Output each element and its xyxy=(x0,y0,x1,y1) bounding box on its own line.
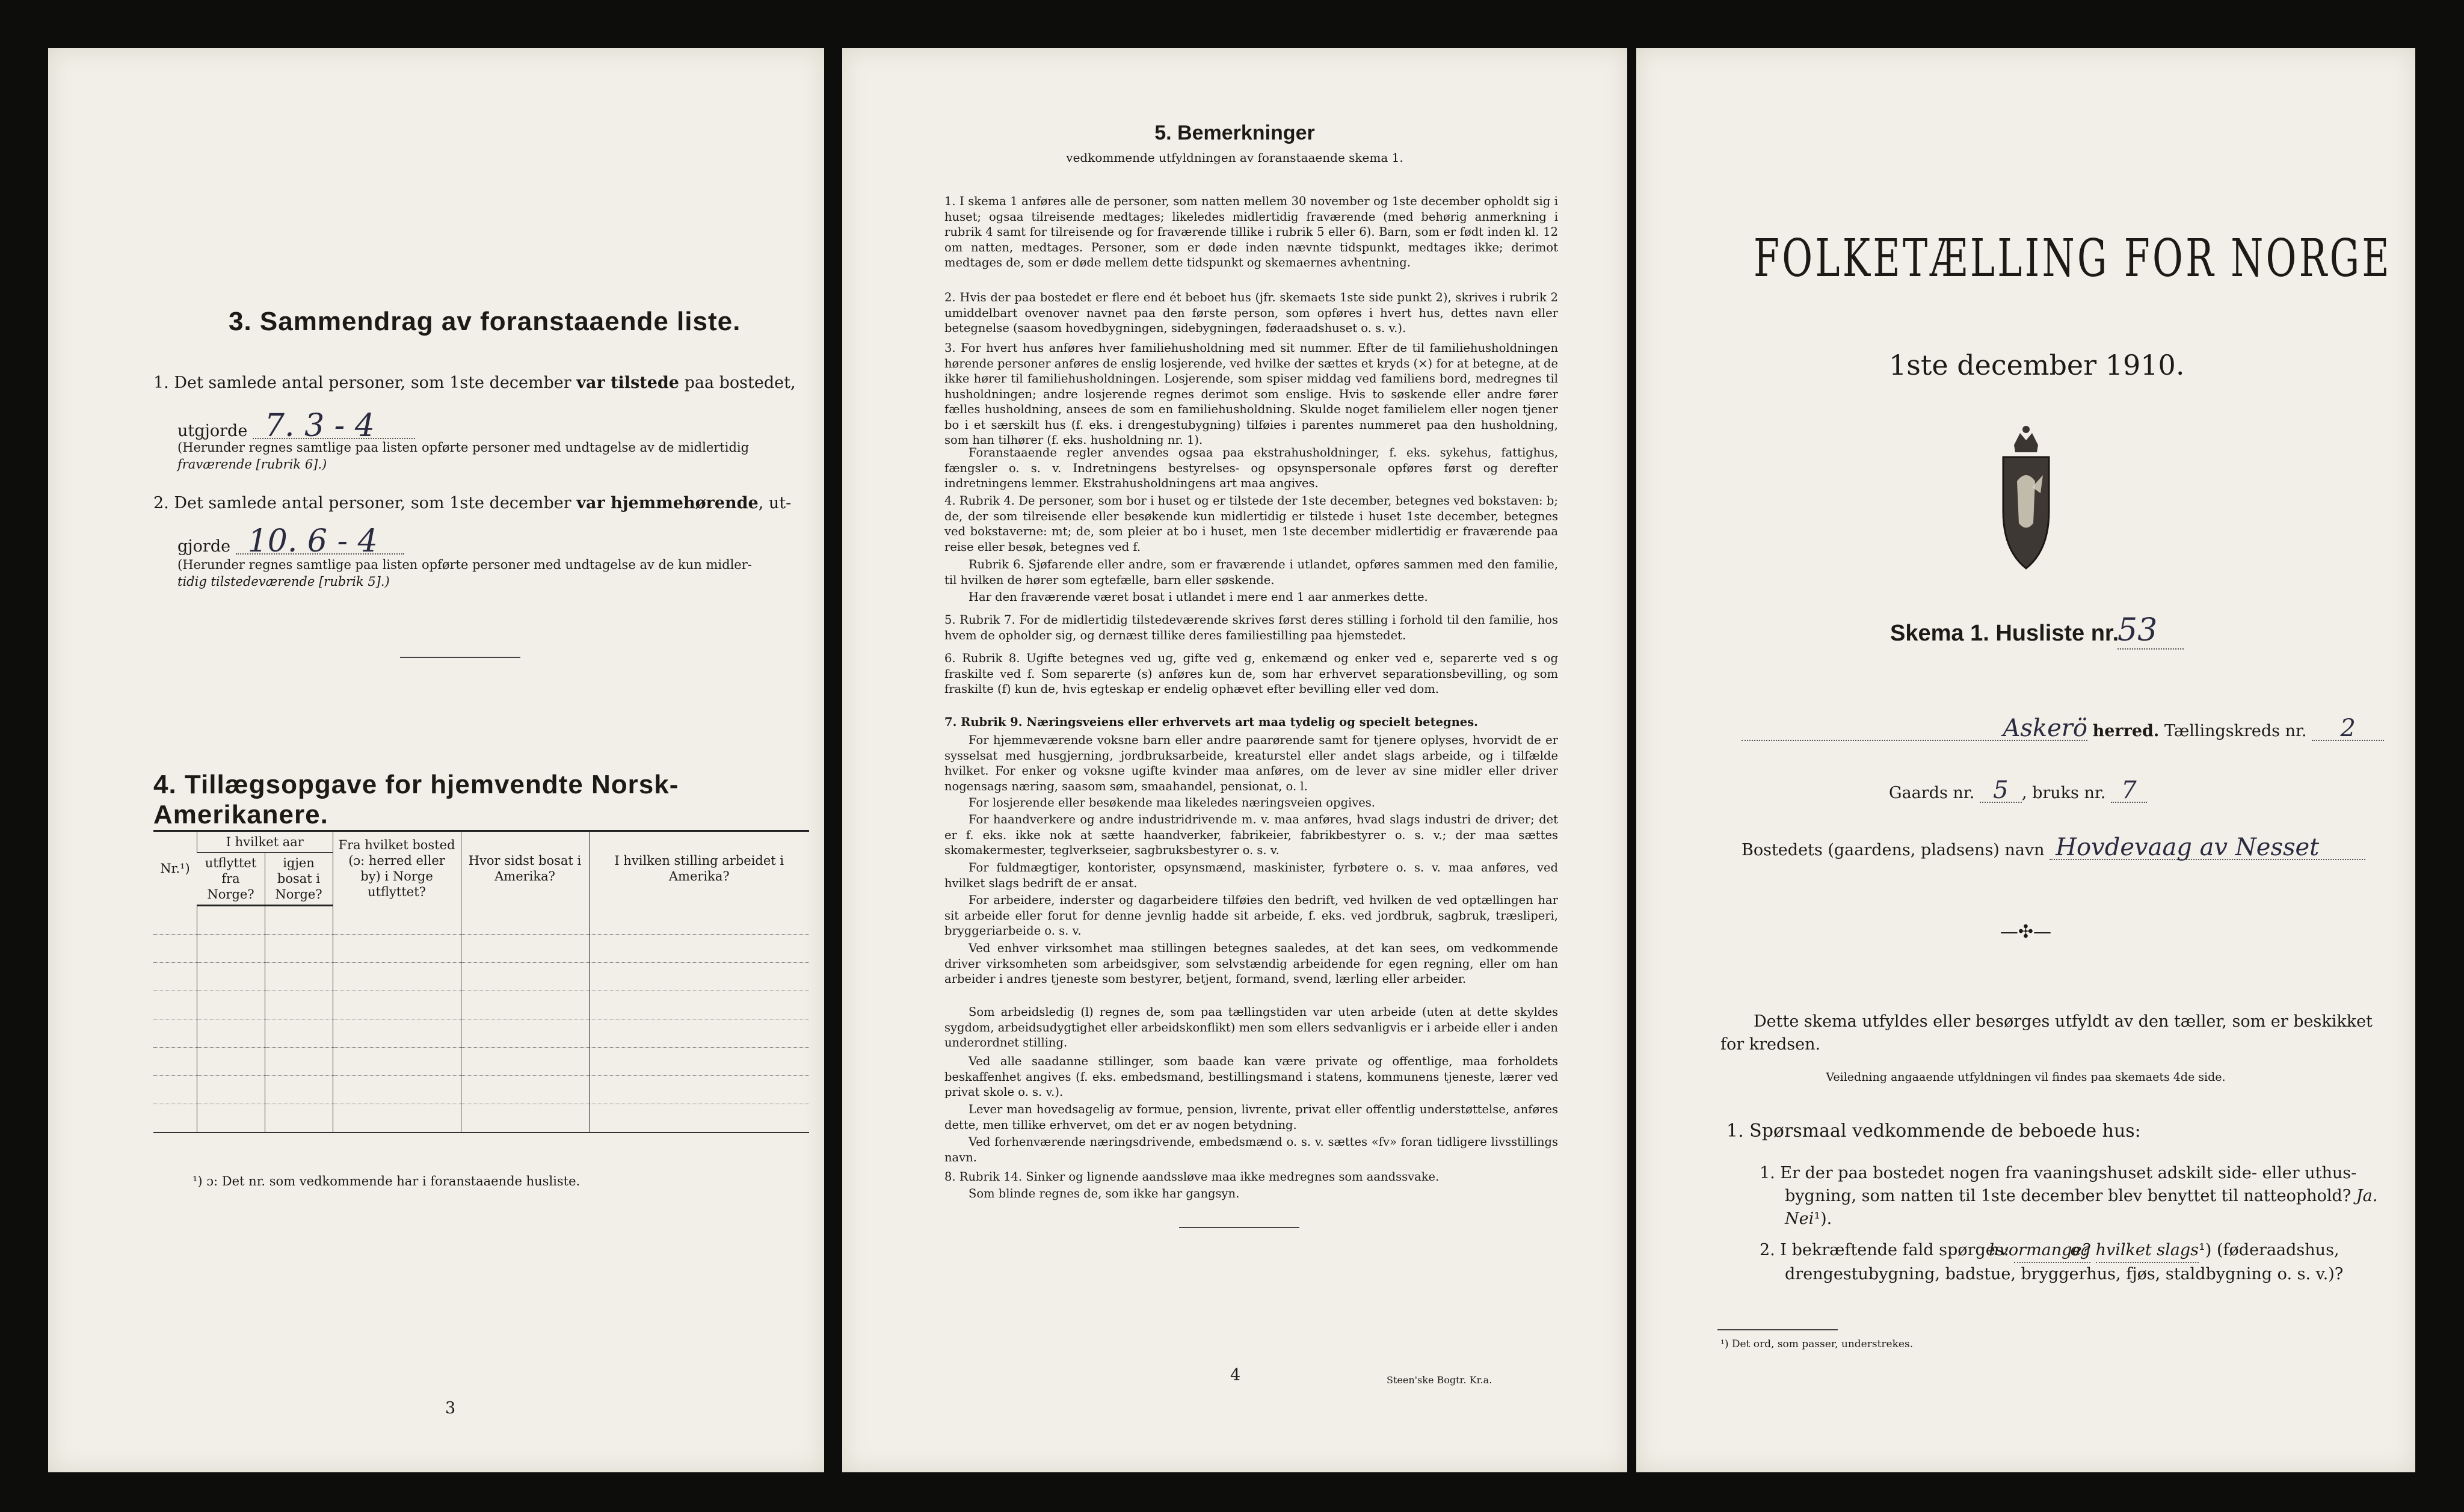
table-row xyxy=(153,935,809,963)
remark-6: 6. Rubrik 8. Ugifte betegnes ved ug, gifte ved g, enkemænd og enker ved e, separerte ved s og fraskilte ved f. Som separerte (s) anføres kun de, som har erhvervet separationsbevilling, og som fraskilte (f) kun de, hvis egteskap er endelig ophævet efter bevilling eller ved dom. xyxy=(944,651,1558,696)
summary-note-2: (Herunder regnes samtlige paa listen opførte personer med undtagelse av de kun midler- tidig tilstedeværende [rubrik 5].) xyxy=(177,558,752,589)
remark-1: 1. I skema 1 anføres alle de personer, som natten mellem 30 november og 1ste december opholdt sig i huset; ogsaa tilreisende medtages; likeledes midlertidig fraværende (med behørig anmerkning i rubrik 4 samt for tilreisende og for fraværende tillike i rubrik 5 eller 6). Barn, som er født inden kl. 12 om natten, medtages. Personer, som er døde inden nævnte tidspunkt, medtages ikke; derimot medtages de, som er døde mellem dette tidspunkt og skemaernes avhentning. xyxy=(944,194,1558,269)
remark-7h: Ved alle saadanne stillinger, som baade kan være private og offentlige, maa forholdets beskaffenhet angives (f. eks. embedsmand, bestillingsmand i statens, kommunens tjeneste, lærer ved privat skole o. s. v.). xyxy=(944,1054,1558,1099)
remark-8: 8. Rubrik 14. Sinker og lignende aandssløve maa ikke medregnes som aandssvake. xyxy=(944,1170,1440,1184)
resident-count-answer: 10. 6 - 4 xyxy=(236,529,404,555)
remarks-subtitle: vedkommende utfyldningen av foranstaaende skema 1. xyxy=(1066,150,1403,165)
remark-7b: For losjerende eller besøkende maa likeledes næringsveien opgives. xyxy=(969,796,1375,810)
questions-heading: 1. Spørsmaal vedkommende de beboede hus: xyxy=(1726,1120,2141,1142)
table-row xyxy=(153,1048,809,1076)
bosted-value: Hovdevaag av Nesset xyxy=(2050,836,2365,860)
norsk-amerikanere-table xyxy=(153,830,809,1133)
divider xyxy=(400,657,520,658)
table-row xyxy=(153,906,809,935)
remark-4c: Har den fraværende været bosat i utlandet i mere end 1 aar anmerkes dette. xyxy=(969,590,1428,604)
col-from-place: Fra hvilket bosted (ɔ: herred eller by) i Norge utflyttet? xyxy=(333,831,461,906)
summary-item-2-line2: gjorde 10. 6 - 4 xyxy=(177,529,404,557)
table-row xyxy=(153,1076,809,1104)
remark-4b: Rubrik 6. Sjøfarende eller andre, som er fraværende i utlandet, opføres sammen med den familie, til hvilken de hører som egtefælle, barn eller søskende. xyxy=(944,558,1558,587)
col-last-america: Hvor sidst bosat i Amerika? xyxy=(461,831,589,906)
ornament: —✣— xyxy=(2000,921,2052,942)
divider xyxy=(1717,1329,1838,1330)
herred-value: Askerö xyxy=(1742,717,2087,741)
section4-title: 4. Tillægsopgave for hjemvendte Norsk-Amerikanere. xyxy=(153,770,679,829)
page-number: 4 xyxy=(1230,1366,1241,1384)
remark-7e: For arbeidere, inderster og dagarbeidere tilføies den bedrift, ved hvilken de ved optællingen har sit arbeide eller forut for denne jevnlig hadde sit arbeide, f. eks. ved jordbruk, sagbruk, træsliperi, bryggeriarbeide o. s. v. xyxy=(944,893,1558,938)
summary-note-1: (Herunder regnes samtlige paa listen opførte personer med undtagelse av de midlertidig fraværende [rubrik 6].) xyxy=(177,440,750,472)
remark-7: 7. Rubrik 9. Næringsveiens eller erhvervets art maa tydelig og specielt betegnes. xyxy=(944,715,1478,729)
divider xyxy=(1179,1227,1299,1228)
census-title: FOLKETÆLLING FOR NORGE xyxy=(1754,229,2392,289)
question-1: 1. Er der paa bostedet nogen fra vaaningshuset adskilt side- eller uthus-bygning, som natten til 1ste december blev benyttet til natteophold? Ja. Nei¹). xyxy=(1760,1164,2378,1228)
skema-label: Skema 1. Husliste nr. xyxy=(1890,621,2119,646)
col-nr: Nr.¹) xyxy=(153,831,197,906)
table-row xyxy=(153,963,809,991)
present-count-answer: 7. 3 - 4 xyxy=(253,414,415,439)
section3-title: 3. Sammendrag av foranstaaende liste. xyxy=(229,307,741,336)
gaard-line: Gaards nr. 5 , bruks nr. 7 xyxy=(1889,779,2147,805)
question-2: 2. I bekræftende fald spørges: hvormange? og hvilket slags¹) (føderaadshus, drengestubygning, badstue, bryggerhus, fjøs, staldbygning o. s. v.)? xyxy=(1760,1239,2404,1286)
table-row xyxy=(153,1019,809,1048)
gaards-value: 5 xyxy=(1980,779,2022,803)
husliste-number: 53 xyxy=(2118,612,2184,650)
kreds-value: 2 xyxy=(2312,717,2384,741)
remark-7d: For fuldmægtiger, kontorister, opsynsmænd, maskinister, fyrbøtere o. s. v. maa anføres, ved hvilket slags bedrift de er ansat. xyxy=(944,861,1558,890)
remark-4: 4. Rubrik 4. De personer, som bor i huset og er tilstede der 1ste december, betegnes ved bokstaven: b; de, der som tilreisende eller besøkende kun midlertidig er tilstede i huset 1ste december, betegnes ved bokstaverne: mt; de, som pleier at bo i huset, men 1ste december midlertidig er fraværende paa reise eller besøk, betegnes ved f. xyxy=(944,494,1558,554)
bosted-line: Bostedets (gaardens, pladsens) navn Hovdevaag av Nesset xyxy=(1742,836,2391,862)
summary-item-1-line2: utgjorde 7. 3 - 4 xyxy=(177,414,415,441)
page-number: 3 xyxy=(445,1399,456,1418)
remark-2: 2. Hvis der paa bostedet er flere end ét beboet hus (jfr. skemaets 1ste side punkt 2), skrives i rubrik 2 umiddelbart ovenover navnet paa den første person, som opføres i hvert hus, dettes navn eller betegnelse (saasom hovedbygningen, sidebygningen, føderaadshuset o. s. v.). xyxy=(944,290,1558,335)
col-occupation: I hvilken stilling arbeidet i Amerika? xyxy=(589,831,809,906)
left-page xyxy=(48,48,824,1472)
remark-7g: Som arbeidsledig (l) regnes de, som paa tællingstiden var uten arbeide (uten at dette skyldes sygdom, arbeidsudygtighet eller arbeidskonflikt) men som ellers sedvanligvis er i arbeide eller i anden underordnet stilling. xyxy=(944,1005,1558,1049)
question-1-options: Ja. Nei xyxy=(1785,1187,2378,1228)
table-row xyxy=(153,1104,809,1133)
table-row xyxy=(153,991,809,1019)
remark-7a: For hjemmeværende voksne barn eller andre paarørende samt for tjenere oplyses, hvorvidt de er sysselsat med husgjerning, jordbruksarbeide, kreaturstel eller andet slags arbeide, og i tilfælde hvilket. For enker og voksne ugifte kvinder maa anføres, om de lever av sine midler eller driver nogensags næring, saasom søm, smaahandel, pensionat, o. l. xyxy=(944,733,1558,793)
right-footnote: ¹) Det ord, som passer, understrekes. xyxy=(1720,1338,1914,1350)
summary-item-1: 1. Det samlede antal personer, som 1ste december var tilstede paa bostedet, xyxy=(153,373,796,392)
instruction-text: Dette skema utfyldes eller besørges utfyldt av den tæller, som er beskikket for kredsen. xyxy=(1720,1012,2373,1054)
remark-7f: Ved enhver virksomhet maa stillingen betegnes saaledes, at det kan sees, om vedkommende driver virksomheten som arbeidsgiver, som selvstændig arbeidende for egen regning, eller om han arbeider i andres tjeneste som bestyrer, betjent, formand, svend, lærling eller arbeider. xyxy=(944,941,1558,986)
instruction-note: Veiledning angaaende utfyldningen vil findes paa skemaets 4de side. xyxy=(1826,1071,2226,1084)
col-emigrated: utflyttet fra Norge? xyxy=(197,853,265,906)
remark-7c: For haandverkere og andre industridrivende m. v. maa anføres, hvad slags industri de driver; det er f. eks. ikke nok at sætte haandverker, fabrikeier, fabrikbestyrer o. s. v.; der maa sættes skomakermester, teglverkseier, sagbruksbestyrer o. s. v. xyxy=(944,813,1558,857)
printer-mark: Steen'ske Bogtr. Kr.a. xyxy=(1387,1374,1492,1386)
summary-item-2: 2. Det samlede antal personer, som 1ste december var hjemmehørende, ut- xyxy=(153,494,792,512)
remark-8b: Som blinde regnes de, som ikke har gangsyn. xyxy=(969,1187,1240,1200)
remark-3b: Foranstaaende regler anvendes ogsaa paa ekstrahusholdninger, f. eks. sykehus, fattighus, fængsler o. s. v. Indretningens bestyrelses- og opsynspersonale opføres først og derefter indretningens lemmer. Ekstrahusholdningens art maa angives. xyxy=(944,446,1558,490)
remark-7j: Ved forhenværende næringsdrivende, embedsmænd o. s. v. sættes «fv» foran tidligere livsstillings navn. xyxy=(944,1135,1558,1164)
section4-footnote: ¹) ɔ: Det nr. som vedkommende har i foranstaaende husliste. xyxy=(192,1174,581,1188)
norway-coat-of-arms-icon xyxy=(1990,421,2062,577)
col-returned: igjen bosat i Norge? xyxy=(265,853,333,906)
remark-3: 3. For hvert hus anføres hver familiehusholdning med sit nummer. Efter de til familiehusholdningen hørende personer anføres de enslig losjerende, ved hvilke der sættes et kryds (×) for at betegne, at de ikke hører til familiehusholdningen. Losjerende, som spiser middag ved familiens bord, medregnes til husholdningen; andre losjerende regnes derimot som enslige. Hvis to søskende eller andre fører fælles husholdning, ansees de som en familiehusholdning. Skulde noget familielem eller nogen tjener bo i et særskilt hus (f. eks. i drengestubygning) tilføies i parentes nummeret paa den husholdning, som han tilhører (f. eks. husholdning nr. 1). xyxy=(944,341,1558,447)
remark-7i: Lever man hovedsagelig av formue, pension, livrente, privat eller offentlig understøttelse, anføres dette, men tillike erhvervet, om det er av nogen betydning. xyxy=(944,1102,1558,1132)
col-group-year: I hvilket aar xyxy=(197,831,333,853)
census-date: 1ste december 1910. xyxy=(1889,349,2185,381)
middle-page xyxy=(842,48,1627,1472)
remark-5: 5. Rubrik 7. For de midlertidig tilstedeværende skrives først deres stilling i forhold til den familie, hos hvem de opholder sig, og dernæst tillike deres familiestilling paa hjemstedet. xyxy=(944,613,1558,642)
remarks-title: 5. Bemerkninger xyxy=(1154,121,1315,144)
right-page xyxy=(1636,48,2415,1472)
herred-line: Askerö herred. Tællingskreds nr. 2 xyxy=(1742,717,2391,743)
bruks-value: 7 xyxy=(2111,779,2147,803)
